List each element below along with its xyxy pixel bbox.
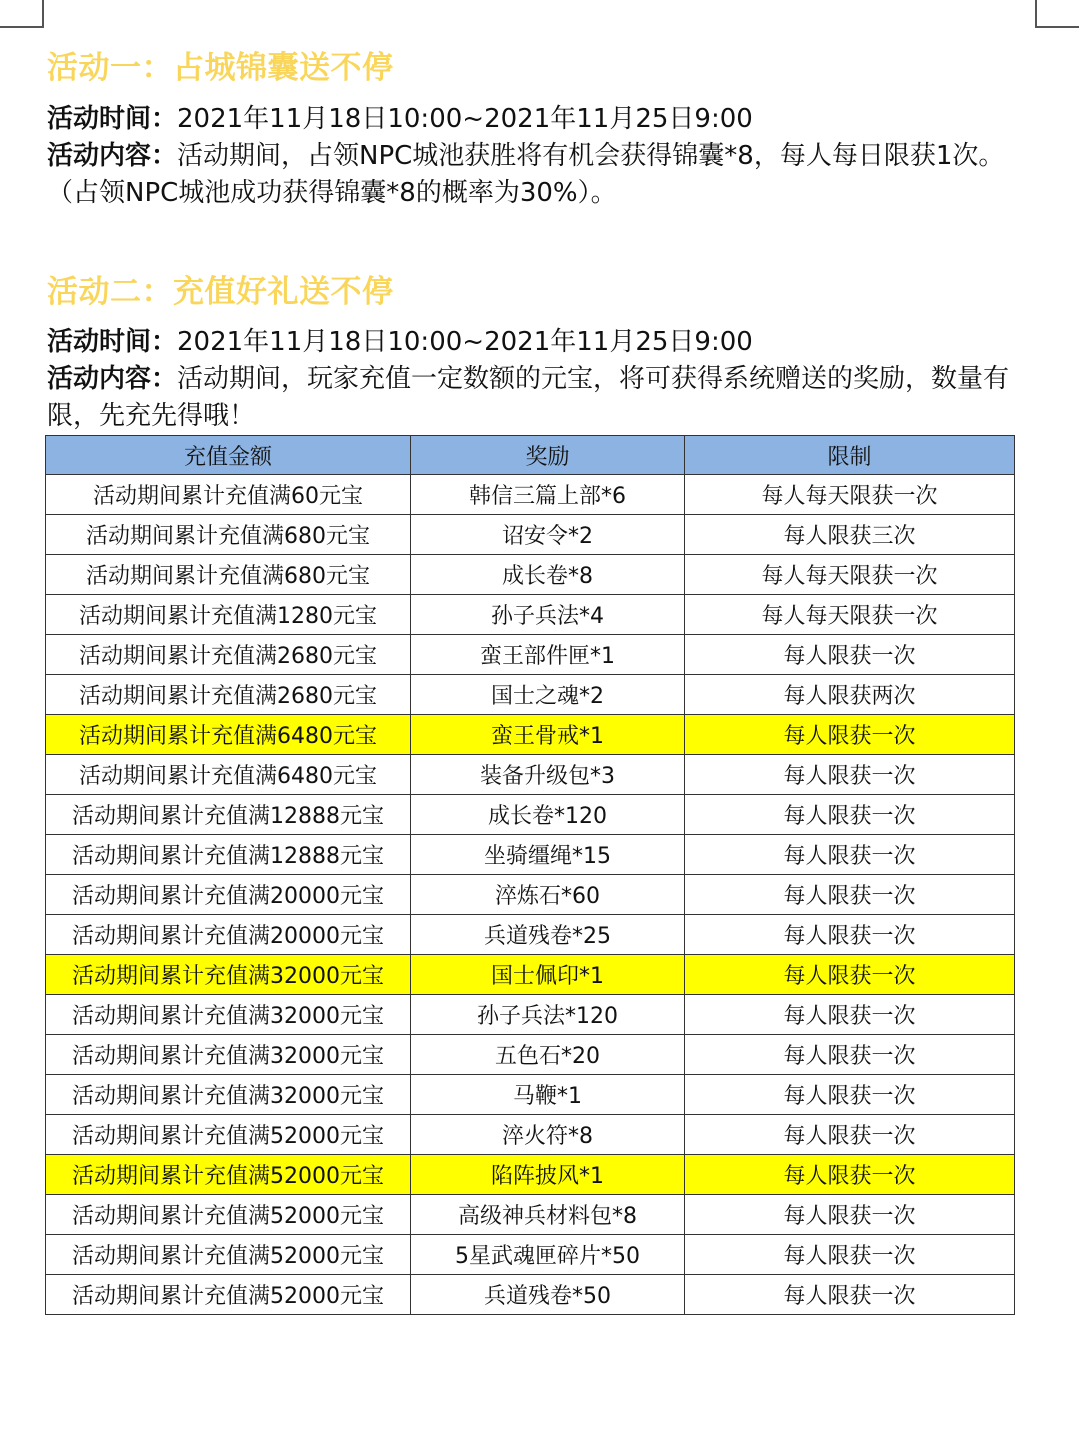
limit-cell: 每人限获一次	[685, 1075, 1015, 1115]
amount-cell: 活动期间累计充值满32000元宝	[46, 995, 411, 1035]
page-corner-mark-left	[0, 0, 44, 28]
reward-cell: 蛮王骨戒*1	[411, 715, 685, 755]
activity1-time-label: 活动时间：	[47, 104, 178, 134]
reward-cell: 兵道残卷*25	[411, 915, 685, 955]
amount-cell: 活动期间累计充值满52000元宝	[46, 1235, 411, 1275]
reward-cell: 兵道残卷*50	[411, 1275, 685, 1315]
table-row	[46, 955, 1015, 995]
reward-cell: 淬火符*8	[411, 1115, 685, 1155]
amount-cell: 活动期间累计充值满32000元宝	[46, 1035, 411, 1075]
reward-cell: 成长卷*120	[411, 795, 685, 835]
reward-cell: 成长卷*8	[411, 555, 685, 595]
limit-cell: 每人限获一次	[685, 1195, 1015, 1235]
activity1-content-label: 活动内容：	[47, 141, 178, 171]
activity2-content-value: 活动期间，玩家充值一定数额的元宝，将可获得系统赠送的奖励，数量有限，先充先得哦！	[47, 364, 1010, 431]
limit-cell: 每人限获一次	[685, 1235, 1015, 1275]
limit-cell: 每人限获一次	[685, 1155, 1015, 1195]
reward-cell: 孙子兵法*120	[411, 995, 685, 1035]
reward-cell: 孙子兵法*4	[411, 595, 685, 635]
limit-cell: 每人每天限获一次	[685, 475, 1015, 515]
limit-cell: 每人限获一次	[685, 1275, 1015, 1315]
rewards-table-body	[46, 475, 1015, 1315]
limit-cell: 每人限获一次	[685, 1035, 1015, 1075]
reward-cell: 国士之魂*2	[411, 675, 685, 715]
amount-cell: 活动期间累计充值满52000元宝	[46, 1155, 411, 1195]
reward-cell: 坐骑缰绳*15	[411, 835, 685, 875]
reward-cell: 五色石*20	[411, 1035, 685, 1075]
amount-cell: 活动期间累计充值满32000元宝	[46, 955, 411, 995]
activity2-time-label: 活动时间：	[47, 327, 178, 357]
reward-cell: 诏安令*2	[411, 515, 685, 555]
table-row	[46, 915, 1015, 955]
header-amount: 充值金额	[46, 436, 411, 475]
amount-cell: 活动期间累计充值满2680元宝	[46, 635, 411, 675]
limit-cell: 每人限获一次	[685, 875, 1015, 915]
amount-cell: 活动期间累计充值满680元宝	[46, 515, 411, 555]
table-row	[46, 995, 1015, 1035]
limit-cell: 每人限获三次	[685, 515, 1015, 555]
activity2-info	[47, 324, 1042, 435]
reward-cell: 蛮王部件匣*1	[411, 635, 685, 675]
amount-cell: 活动期间累计充值满60元宝	[46, 475, 411, 515]
amount-cell: 活动期间累计充值满6480元宝	[46, 715, 411, 755]
table-row	[46, 515, 1015, 555]
activity1-content-value: 活动期间，占领NPC城池获胜将有机会获得锦囊*8，每人每日限获1次。（占领NPC城池成功获得锦囊*8的概率为30%）。	[47, 141, 1005, 208]
activity2-time	[47, 324, 1042, 361]
table-row	[46, 1195, 1015, 1235]
reward-cell: 高级神兵材料包*8	[411, 1195, 685, 1235]
table-row	[46, 675, 1015, 715]
reward-cell: 马鞭*1	[411, 1075, 685, 1115]
limit-cell: 每人限获一次	[685, 715, 1015, 755]
amount-cell: 活动期间累计充值满52000元宝	[46, 1115, 411, 1155]
limit-cell: 每人限获一次	[685, 955, 1015, 995]
reward-cell: 国士佩印*1	[411, 955, 685, 995]
table-row	[46, 795, 1015, 835]
table-row	[46, 1115, 1015, 1155]
table-row	[46, 555, 1015, 595]
amount-cell: 活动期间累计充值满680元宝	[46, 555, 411, 595]
activity2-content-label: 活动内容：	[47, 364, 178, 394]
limit-cell: 每人限获一次	[685, 835, 1015, 875]
activity1-info	[47, 101, 1042, 212]
table-row	[46, 875, 1015, 915]
limit-cell: 每人限获一次	[685, 915, 1015, 955]
table-row	[46, 835, 1015, 875]
reward-cell: 5星武魂匣碎片*50	[411, 1235, 685, 1275]
table-row	[46, 715, 1015, 755]
table-row	[46, 755, 1015, 795]
activity1-content	[47, 138, 1042, 212]
limit-cell: 每人限获一次	[685, 995, 1015, 1035]
amount-cell: 活动期间累计充值满2680元宝	[46, 675, 411, 715]
limit-cell: 每人每天限获一次	[685, 595, 1015, 635]
table-row	[46, 595, 1015, 635]
table-row	[46, 1275, 1015, 1315]
limit-cell: 每人限获一次	[685, 755, 1015, 795]
table-row	[46, 1075, 1015, 1115]
amount-cell: 活动期间累计充值满1280元宝	[46, 595, 411, 635]
rewards-table	[45, 435, 1015, 1315]
amount-cell: 活动期间累计充值满32000元宝	[46, 1075, 411, 1115]
page-corner-mark-right	[1035, 0, 1079, 28]
table-header-row	[46, 436, 1015, 475]
limit-cell: 每人限获两次	[685, 675, 1015, 715]
limit-cell: 每人每天限获一次	[685, 555, 1015, 595]
activity1-time	[47, 101, 1042, 138]
table-row	[46, 475, 1015, 515]
limit-cell: 每人限获一次	[685, 795, 1015, 835]
amount-cell: 活动期间累计充值满52000元宝	[46, 1275, 411, 1315]
table-row	[46, 1155, 1015, 1195]
amount-cell: 活动期间累计充值满52000元宝	[46, 1195, 411, 1235]
reward-cell: 陷阵披风*1	[411, 1155, 685, 1195]
table-row	[46, 635, 1015, 675]
table-row	[46, 1235, 1015, 1275]
limit-cell: 每人限获一次	[685, 1115, 1015, 1155]
activity2-time-value: 2021年11月18日10:00~2021年11月25日9:00	[177, 327, 753, 357]
limit-cell: 每人限获一次	[685, 635, 1015, 675]
table-row	[46, 1035, 1015, 1075]
reward-cell: 淬炼石*60	[411, 875, 685, 915]
activity1-time-value: 2021年11月18日10:00~2021年11月25日9:00	[177, 104, 753, 134]
amount-cell: 活动期间累计充值满12888元宝	[46, 835, 411, 875]
activity1-title: 活动一：占城锦囊送不停	[47, 50, 394, 86]
amount-cell: 活动期间累计充值满20000元宝	[46, 875, 411, 915]
reward-cell: 装备升级包*3	[411, 755, 685, 795]
header-reward: 奖励	[411, 436, 685, 475]
reward-cell: 韩信三篇上部*6	[411, 475, 685, 515]
activity2-content	[47, 361, 1042, 435]
amount-cell: 活动期间累计充值满6480元宝	[46, 755, 411, 795]
header-limit: 限制	[685, 436, 1015, 475]
amount-cell: 活动期间累计充值满12888元宝	[46, 795, 411, 835]
activity2-title: 活动二：充值好礼送不停	[47, 274, 394, 310]
amount-cell: 活动期间累计充值满20000元宝	[46, 915, 411, 955]
